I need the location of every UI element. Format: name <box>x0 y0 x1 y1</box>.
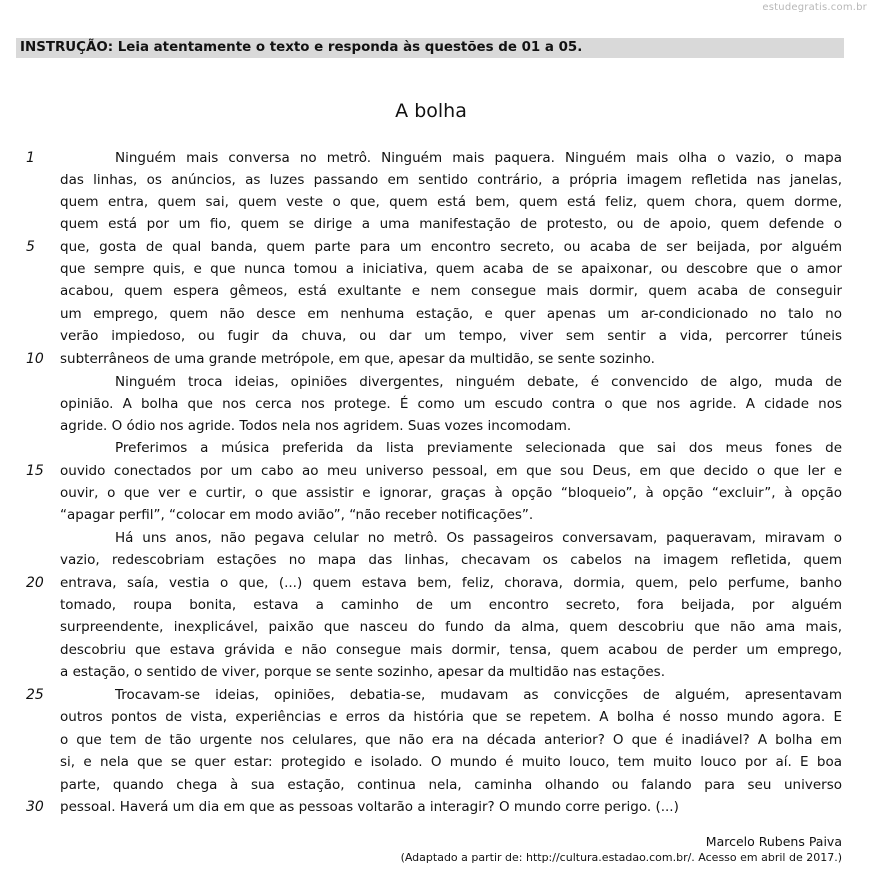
text-line: tomado, roupa bonita, estava a caminho de um encontro secreto, fora beijada, por alguém <box>60 597 842 613</box>
author-name: Marcelo Rubens Paiva <box>705 834 842 849</box>
text-line: a estação, o sentido de viver, porque se sente sozinho, apesar da multidão nas estações. <box>60 664 666 680</box>
line-number: 25 <box>26 687 44 703</box>
text-line: “apagar perfil”, “colocar em modo avião”, “não receber notificações”. <box>60 507 534 523</box>
instruction-bar: INSTRUÇÃO: Leia atentamente o texto e responda às questões de 01 a 05. <box>16 38 844 58</box>
line-number: 30 <box>26 799 44 815</box>
text-line: Ninguém troca ideias, opiniões divergentes, ninguém debate, é convencido de algo, muda de <box>115 374 842 390</box>
text-line: agride. O ódio nos agride. Todos nela nos agridem. Suas vozes incomodam. <box>60 418 572 434</box>
text-line: Preferimos a música preferida da lista previamente selecionada que sai dos meus fones de <box>115 440 842 456</box>
text-line: opinião. A bolha que nos cerca nos protege. É como um escudo contra o que nos agride. A cidade nos <box>60 396 842 412</box>
text-line: vazio, redescobriam estações no mapa das linhas, checavam os cabelos na imagem refletida, quem <box>60 552 842 568</box>
line-number: 10 <box>26 351 44 367</box>
text-line: quem entra, quem sai, quem veste o que, quem está bem, quem está feliz, quem chora, quem dorme, <box>60 194 842 210</box>
line-number: 1 <box>26 150 35 166</box>
text-title: A bolha <box>395 100 467 122</box>
text-line: ouvir, o que ver e curtir, o que assistir e ignorar, graças à opção “bloqueio”, à opção “excluir”, à opção <box>60 485 842 501</box>
text-line: subterrâneos de uma grande metrópole, em que, apesar da multidão, se sente sozinho. <box>60 351 655 367</box>
text-line: pessoal. Haverá um dia em que as pessoas voltarão a interagir? O mundo corre perigo. (...) <box>60 799 679 815</box>
text-line: parte, quando chega à sua estação, continua nela, caminha olhando ou falando para seu universo <box>60 777 842 793</box>
line-number: 5 <box>26 239 35 255</box>
text-line: o que tem de tão urgente nos celulares, que não era na década anterior? O que é inadiável? A bolha em <box>60 732 842 748</box>
text-line: outros pontos de vista, experiências e erros da história que se repetem. A bolha é nosso mundo agora. E <box>60 709 842 725</box>
text-line: surpreendente, inexplicável, paixão que nasceu do fundo da alma, quem descobriu que não ama mais, <box>60 619 842 635</box>
text-line: um emprego, quem não desce em nenhuma estação, e quer apenas um ar-condicionado no talo no <box>60 306 842 322</box>
text-line: entrava, saía, vestia o que, (...) quem estava bem, feliz, chorava, dormia, quem, pelo perfume, banho <box>60 575 842 591</box>
text-line: si, e nela que se quer estar: protegido e isolado. O mundo é muito louco, tem muito louco por aí. E boa <box>60 754 842 770</box>
text-line: que sempre quis, e que nunca tomou a iniciativa, quem acaba de se apaixonar, ou descobre que o amor <box>60 261 842 277</box>
text-line: acabou, quem espera gêmeos, está exultante e nem consegue mais dormir, quem acaba de conseguir <box>60 283 842 299</box>
text-line: que, gosta de qual banda, quem parte para um encontro secreto, ou acaba de ser beijada, por alguém <box>60 239 842 255</box>
text-line: Trocavam-se ideias, opiniões, debatia-se, mudavam as convicções de alguém, apresentavam <box>115 687 842 703</box>
text-line: quem está por um fio, quem se dirige a uma manifestação de protesto, ou de apoio, quem defende o <box>60 216 842 232</box>
line-number: 20 <box>26 575 44 591</box>
text-line: Ninguém mais conversa no metrô. Ninguém mais paquera. Ninguém mais olha o vazio, o mapa <box>115 150 842 166</box>
text-line: verão impiedoso, ou fugir da chuva, ou dar um tempo, viver sem sentir a vida, percorrer túneis <box>60 328 842 344</box>
source-citation: (Adaptado a partir de: http://cultura.estadao.com.br/. Acesso em abril de 2017.) <box>400 851 842 864</box>
text-line: Há uns anos, não pegava celular no metrô. Os passageiros conversavam, paqueravam, miravam o <box>115 530 842 546</box>
line-number: 15 <box>26 463 44 479</box>
text-line: das linhas, os anúncios, as luzes passando em sentido contrário, a própria imagem refletida nas janelas, <box>60 172 842 188</box>
text-line: ouvido conectados por um cabo ao meu universo pessoal, em que sou Deus, em que decido o que ler e <box>60 463 842 479</box>
text-line: descobriu que estava grávida e não consegue mais dormir, tensa, quem acabou de perder um emprego, <box>60 642 842 658</box>
site-watermark: estudegratis.com.br <box>762 2 867 13</box>
